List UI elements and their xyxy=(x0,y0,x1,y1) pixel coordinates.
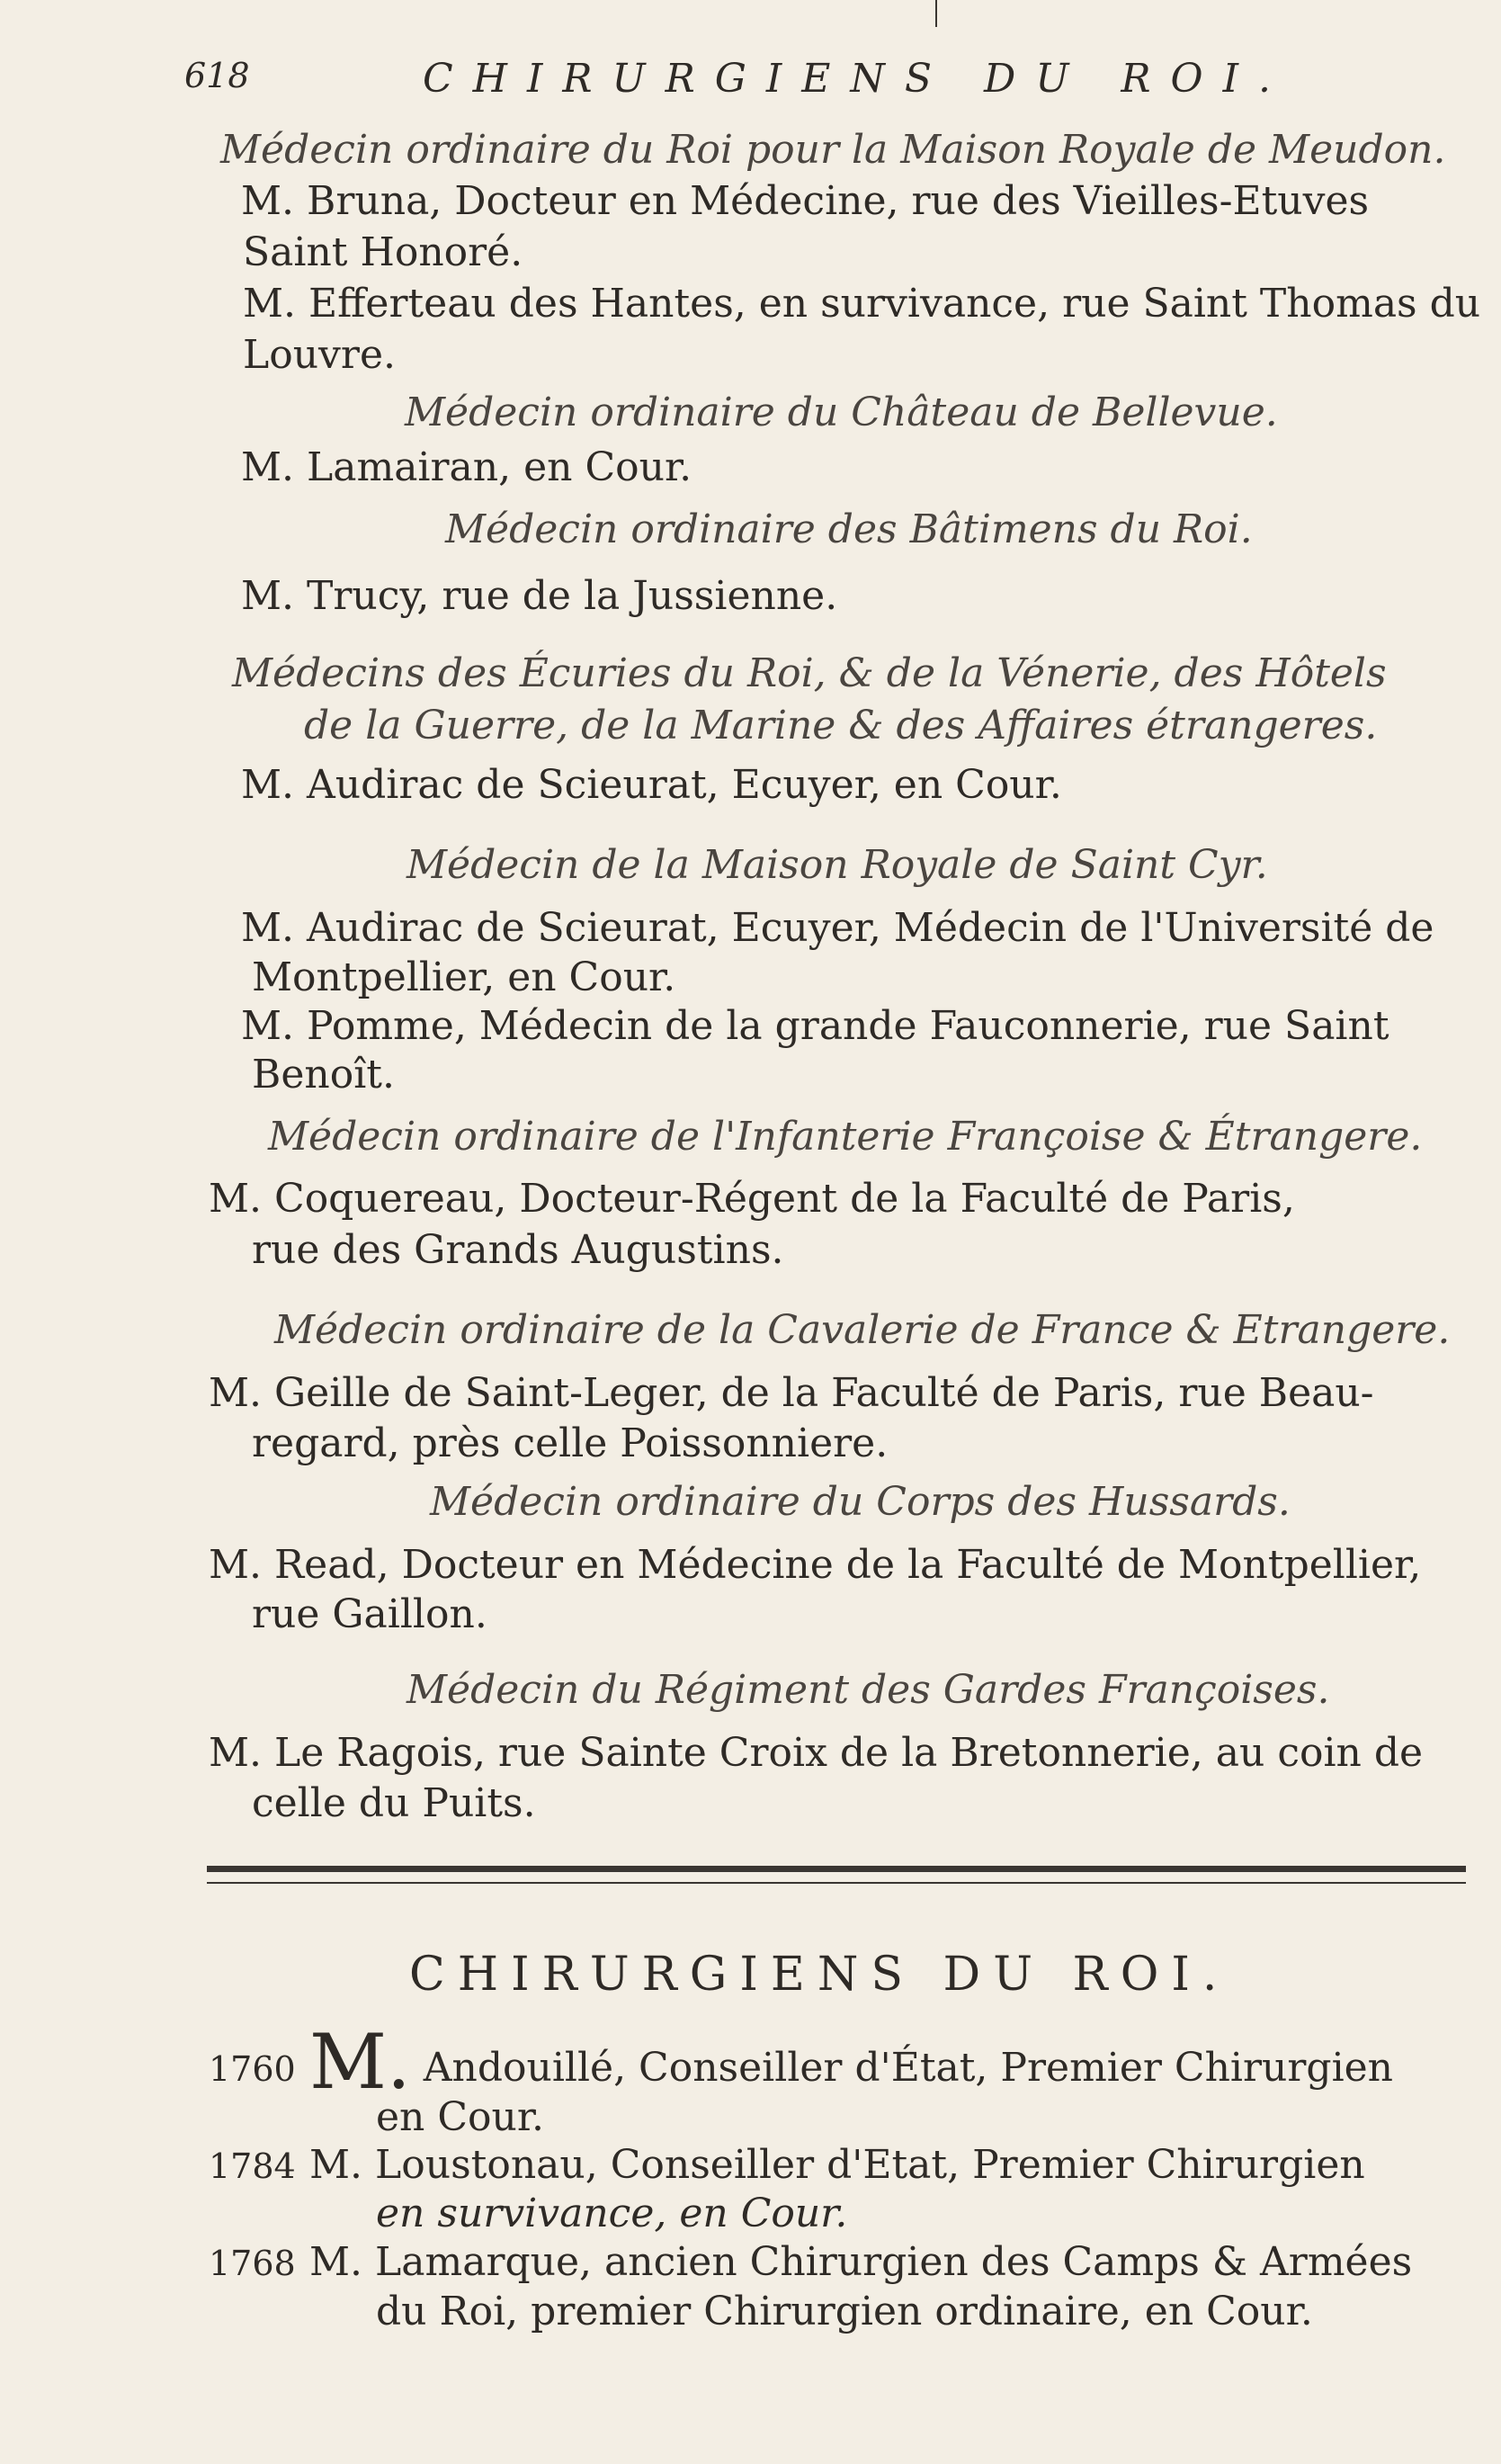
entry-text: Lamarque, ancien Chirurgien des Camps & Armées xyxy=(375,2239,1413,2285)
page-number: 618 xyxy=(184,56,250,95)
entry-line: M. Lamairan, en Cour. xyxy=(241,444,692,490)
entry-line: M. Le Ragois, rue Sainte Croix de la Bretonnerie, au coin de xyxy=(209,1730,1424,1776)
section-heading-batimens: Médecin ordinaire des Bâtimens du Roi. xyxy=(445,506,1253,552)
entry-line: M. Coquereau, Docteur-Régent de la Faculté de Paris, xyxy=(209,1176,1295,1222)
entry-line: M. Pomme, Médecin de la grande Fauconnerie, rue Saint xyxy=(241,1003,1389,1049)
entry-line: rue Gaillon. xyxy=(252,1591,487,1637)
entry-line: M. Trucy, rue de la Jussienne. xyxy=(241,573,838,619)
running-header xyxy=(0,56,1501,110)
entry-text: Loustonau, Conseiller d'Etat, Premier Chirurgien xyxy=(375,2142,1365,2188)
entry-line: celle du Puits. xyxy=(252,1780,536,1826)
entry-line: Louvre. xyxy=(243,332,396,378)
entry-year: 1760 xyxy=(209,2049,296,2089)
entry-line: en Cour. xyxy=(376,2094,545,2140)
entry-line: rue des Grands Augustins. xyxy=(252,1227,784,1273)
section-heading-cavalerie: Médecin ordinaire de la Cavalerie de France & Etrangere. xyxy=(274,1307,1451,1353)
chirurgiens-title: CHIRURGIENS DU ROI. xyxy=(409,1948,1230,2002)
section-heading-saint-cyr: Médecin de la Maison Royale de Saint Cyr. xyxy=(407,842,1268,888)
entry-line: M. Efferteau des Hantes, en survivance, rue Saint Thomas du xyxy=(243,281,1481,327)
section-heading-ecuries-2: de la Guerre, de la Marine & des Affaires étrangeres. xyxy=(304,703,1378,748)
chirurgien-entry-1784 xyxy=(209,2141,1365,2191)
entry-line: M. Audirac de Scieurat, Ecuyer, en Cour. xyxy=(241,762,1062,808)
chirurgien-entry-1760 xyxy=(209,2018,1394,2106)
drop-initial: M. xyxy=(309,2018,411,2106)
entry-line: regard, près celle Poissonniere. xyxy=(252,1420,889,1466)
entry-line: Saint Honoré. xyxy=(243,229,523,275)
section-heading-ecuries: Médecins des Écuries du Roi, & de la Vénerie, des Hôtels xyxy=(232,650,1387,696)
section-heading-gardes: Médecin du Régiment des Gardes Françoises. xyxy=(407,1667,1330,1713)
entry-initial: M. xyxy=(309,2239,363,2285)
entry-line: M. Audirac de Scieurat, Ecuyer, Médecin de l'Université de xyxy=(241,905,1434,951)
entry-line: du Roi, premier Chirurgien ordinaire, en Cour. xyxy=(376,2289,1313,2334)
section-heading-bellevue: Médecin ordinaire du Château de Bellevue. xyxy=(405,390,1278,435)
entry-line: M. Bruna, Docteur en Médecine, rue des Vieilles-Etuves xyxy=(241,178,1370,224)
separator-rule-thin xyxy=(207,1882,1466,1884)
entry-text: Andouillé, Conseiller d'État, Premier Chirurgien xyxy=(423,2045,1394,2091)
entry-line: M. Geille de Saint-Leger, de la Faculté de Paris, rue Beau- xyxy=(209,1370,1374,1416)
chirurgien-entry-1768 xyxy=(209,2238,1412,2288)
entry-line: en survivance, en Cour. xyxy=(376,2191,848,2236)
entry-line: M. Read, Docteur en Médecine de la Faculté de Montpellier, xyxy=(209,1542,1422,1588)
section-heading-hussards: Médecin ordinaire du Corps des Hussards. xyxy=(430,1479,1291,1525)
entry-year: 1784 xyxy=(209,2146,296,2186)
entry-initial: M. xyxy=(309,2142,363,2188)
separator-rule-thick xyxy=(207,1866,1466,1872)
running-title: CHIRURGIENS DU ROI. xyxy=(423,56,1291,102)
entry-year: 1768 xyxy=(209,2244,296,2283)
section-heading-meudon: Médecin ordinaire du Roi pour la Maison Royale de Meudon. xyxy=(220,127,1446,173)
page-top-mark xyxy=(935,0,937,27)
entry-line: Benoît. xyxy=(252,1052,395,1098)
section-heading-infanterie: Médecin ordinaire de l'Infanterie Françoise & Étrangere. xyxy=(268,1114,1423,1160)
entry-line: Montpellier, en Cour. xyxy=(252,954,676,1000)
